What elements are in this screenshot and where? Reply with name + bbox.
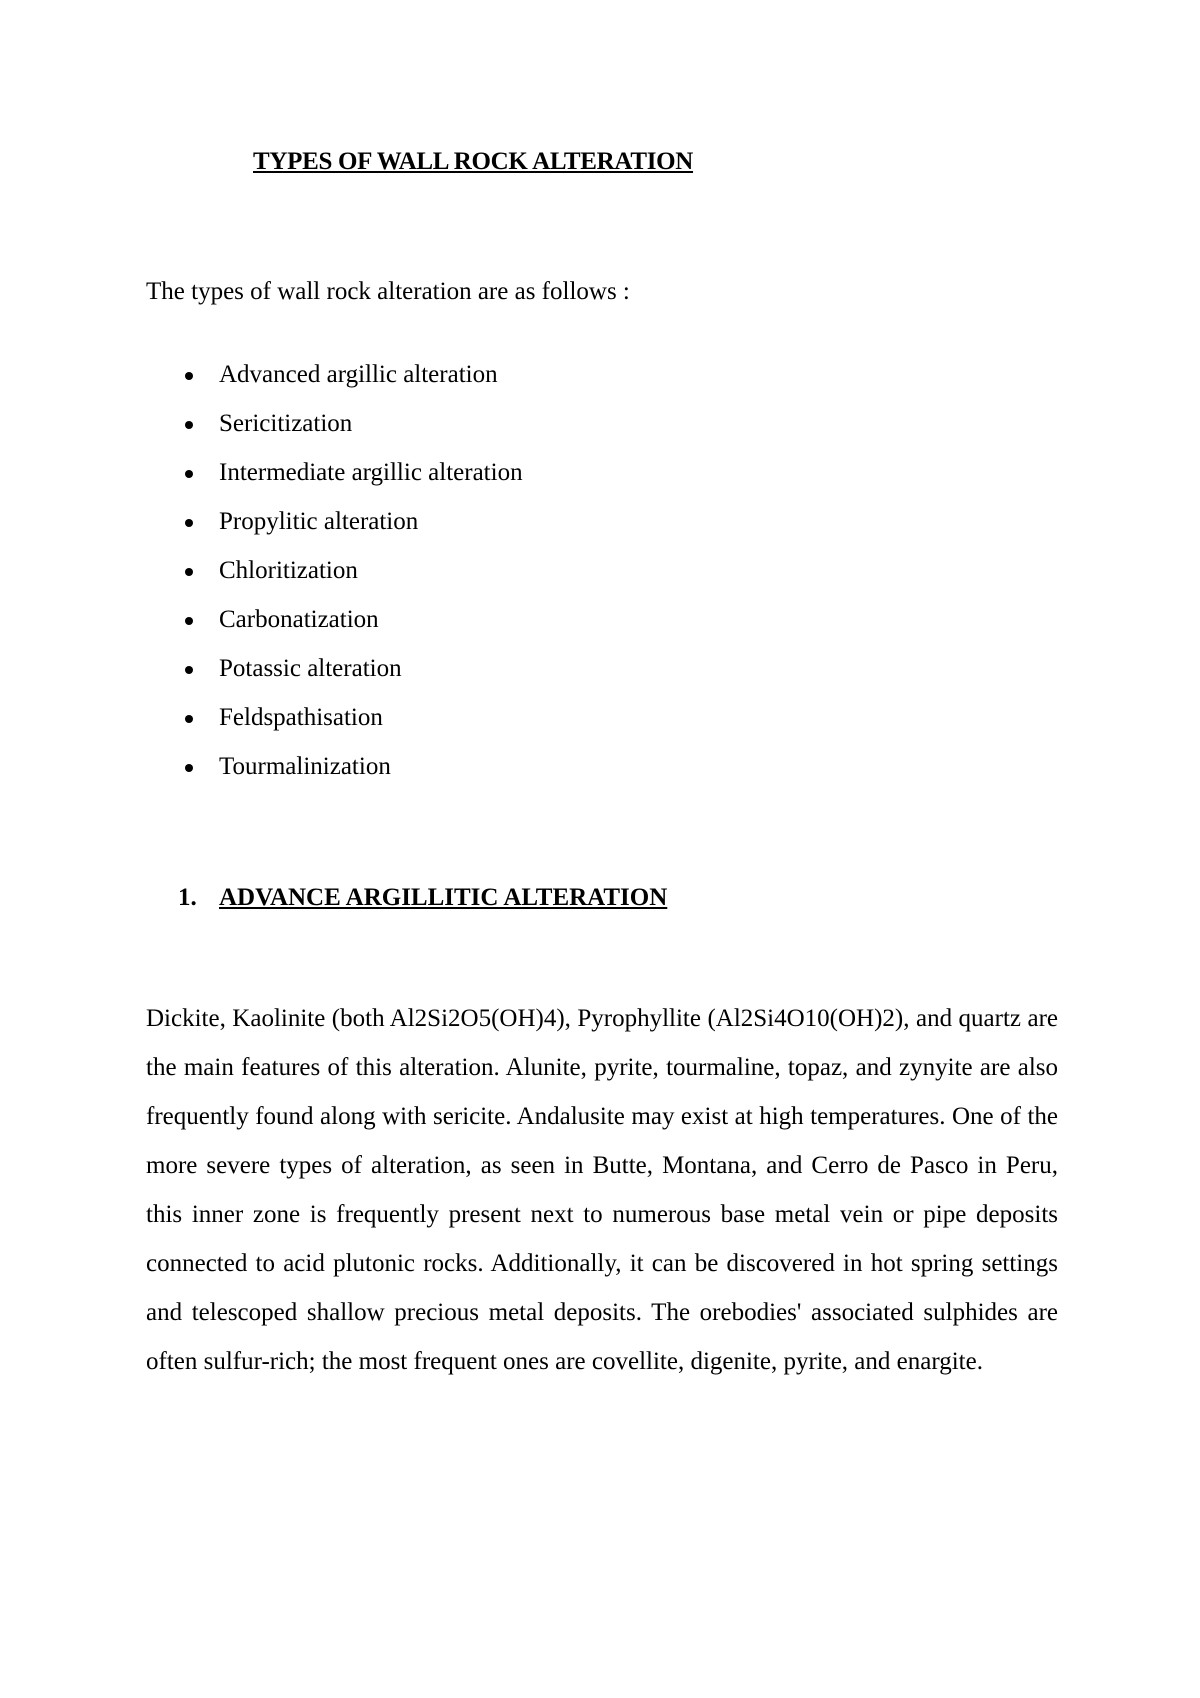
bullet-icon [185, 372, 193, 380]
bullet-icon [185, 764, 193, 772]
bullet-icon [185, 666, 193, 674]
list-item-text: Carbonatization [219, 606, 379, 633]
list-item-text: Intermediate argillic alteration [219, 459, 523, 486]
bullet-icon [185, 421, 193, 429]
list-item-text: Propylitic alteration [219, 508, 419, 535]
list-item-text: Feldspathisation [219, 704, 383, 731]
bullet-icon [185, 470, 193, 478]
list-item [146, 554, 523, 603]
list-item [146, 750, 523, 799]
list-item-text: Potassic alteration [219, 655, 402, 682]
alteration-types-list [146, 358, 523, 799]
list-item [146, 505, 523, 554]
list-item [146, 456, 523, 505]
list-item-text: Chloritization [219, 557, 358, 584]
section-body-paragraph: Dickite, Kaolinite (both Al2Si2O5(OH)4), Pyrophyllite (Al2Si4O10(OH)2), and quartz are the main features of this alteration. Alunite, pyrite, tourmaline, topaz, and zynyite are also frequently found along with sericite. Andalusite may exist at high temperatures. One of the more severe types of alteration, as seen in Butte, Montana, and Cerro de Pasco in Peru, this inner zone is frequently present next to numerous base metal vein or pipe deposits connected to acid plutonic rocks. Additionally, it can be discovered in hot spring settings and telescoped shallow precious metal deposits. The orebodies' associated sulphides are often sulfur-rich; the most frequent ones are covellite, digenite, pyrite, and enargite. [146, 1005, 1058, 1375]
list-item [146, 603, 523, 652]
list-item-text: Advanced argillic alteration [219, 361, 498, 388]
bullet-icon [185, 519, 193, 527]
list-item [146, 652, 523, 701]
list-item [146, 701, 523, 750]
list-item-text: Tourmalinization [219, 753, 391, 780]
intro-text: The types of wall rock alteration are as follows : [146, 278, 630, 305]
list-item [146, 358, 523, 407]
section-heading [178, 884, 667, 912]
bullet-icon [185, 568, 193, 576]
section-heading-text: ADVANCE ARGILLITIC ALTERATION [219, 884, 668, 911]
list-item-text: Sericitization [219, 410, 353, 437]
document-title: TYPES OF WALL ROCK ALTERATION [253, 148, 694, 175]
bullet-icon [185, 617, 193, 625]
list-item [146, 407, 523, 456]
section-number: 1. [178, 884, 197, 911]
bullet-icon [185, 715, 193, 723]
